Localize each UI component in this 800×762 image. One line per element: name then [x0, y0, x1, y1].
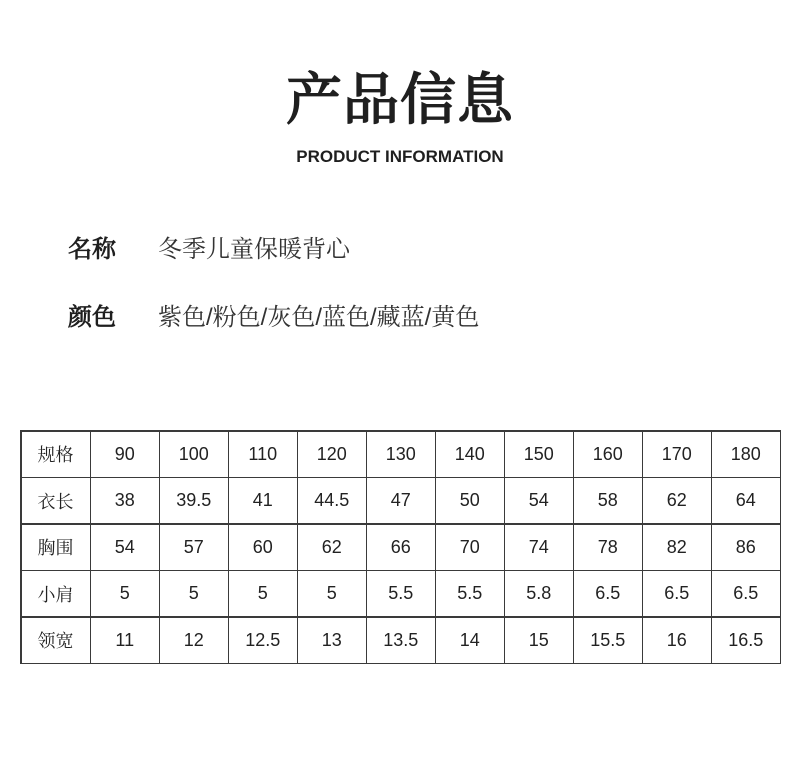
table-cell: 160 — [574, 432, 642, 477]
page-title: 产品信息 — [286, 68, 514, 131]
info-value: 紫色/粉色/灰色/蓝色/藏蓝/黄色 — [158, 304, 480, 331]
table-cell: 66 — [367, 525, 435, 570]
table-cell: 62 — [298, 525, 366, 570]
row-label: 小肩 — [22, 571, 90, 616]
table-cell: 64 — [712, 478, 780, 523]
info-row-name — [0, 234, 800, 266]
table-cell: 54 — [91, 525, 159, 570]
table-cell: 6.5 — [643, 571, 711, 616]
table-cell: 16 — [643, 618, 711, 663]
table-cell: 57 — [160, 525, 228, 570]
table-cell: 14 — [436, 618, 504, 663]
table-cell: 60 — [229, 525, 297, 570]
table-cell: 140 — [436, 432, 504, 477]
table-cell: 100 — [160, 432, 228, 477]
table-cell: 74 — [505, 525, 573, 570]
table-cell: 62 — [643, 478, 711, 523]
table-cell: 5.5 — [367, 571, 435, 616]
table-cell: 180 — [712, 432, 780, 477]
table-cell: 78 — [574, 525, 642, 570]
table-cell: 47 — [367, 478, 435, 523]
table-cell: 86 — [712, 525, 780, 570]
table-cell: 5 — [229, 571, 297, 616]
table-cell: 130 — [367, 432, 435, 477]
table-cell: 44.5 — [298, 478, 366, 523]
table-cell: 38 — [91, 478, 159, 523]
table-cell: 120 — [298, 432, 366, 477]
row-label: 规格 — [22, 432, 90, 477]
table-cell: 5 — [91, 571, 159, 616]
table-cell: 90 — [91, 432, 159, 477]
table-cell: 54 — [505, 478, 573, 523]
table-cell: 110 — [229, 432, 297, 477]
table-cell: 15.5 — [574, 618, 642, 663]
size-table — [20, 430, 781, 664]
page-subtitle: PRODUCT INFORMATION — [296, 147, 504, 166]
table-cell: 11 — [91, 618, 159, 663]
table-cell: 12.5 — [229, 618, 297, 663]
info-label: 颜色 — [68, 304, 116, 331]
table-cell: 5 — [298, 571, 366, 616]
table-cell: 13 — [298, 618, 366, 663]
table-cell: 16.5 — [712, 618, 780, 663]
table-cell: 39.5 — [160, 478, 228, 523]
table-cell: 5.8 — [505, 571, 573, 616]
row-label: 领宽 — [22, 618, 90, 663]
table-cell: 70 — [436, 525, 504, 570]
table-cell: 170 — [643, 432, 711, 477]
table-cell: 58 — [574, 478, 642, 523]
table-cell: 41 — [229, 478, 297, 523]
table-cell: 15 — [505, 618, 573, 663]
table-cell: 5 — [160, 571, 228, 616]
info-label: 名称 — [68, 236, 116, 263]
info-value: 冬季儿童保暖背心 — [158, 236, 350, 263]
table-cell: 12 — [160, 618, 228, 663]
table-cell: 150 — [505, 432, 573, 477]
table-cell: 50 — [436, 478, 504, 523]
table-cell: 5.5 — [436, 571, 504, 616]
table-cell: 6.5 — [712, 571, 780, 616]
table-cell: 6.5 — [574, 571, 642, 616]
info-row-colors — [0, 302, 800, 334]
table-cell: 13.5 — [367, 618, 435, 663]
table-cell: 82 — [643, 525, 711, 570]
row-label: 胸围 — [22, 525, 90, 570]
row-label: 衣长 — [22, 478, 90, 523]
